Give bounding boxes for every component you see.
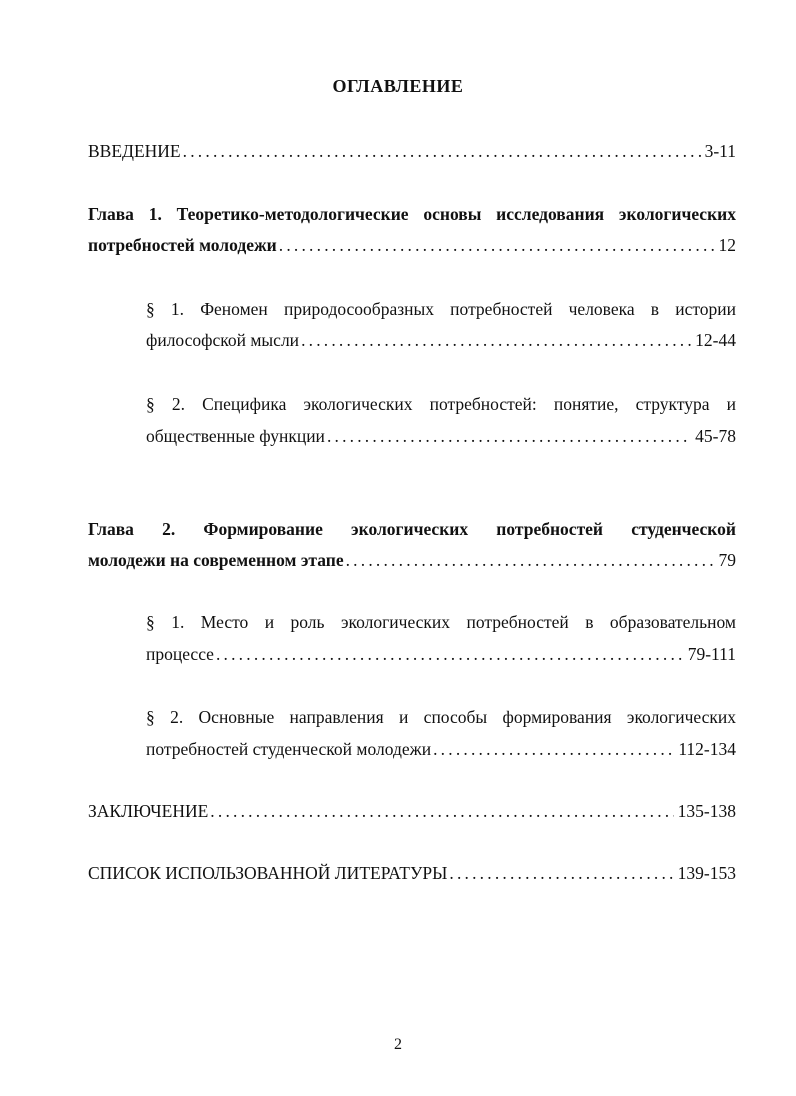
toc-entry-label: потребностей молодежи	[88, 235, 277, 255]
toc-entry-introduction[interactable]	[88, 135, 736, 167]
toc-entry-pages: 3-11	[704, 141, 736, 161]
toc-entry-pages: 12-44	[695, 330, 736, 350]
toc-entry-references[interactable]	[88, 857, 736, 889]
toc-entry-pages: 135-138	[677, 801, 736, 821]
toc-entry-label: общественные функции	[146, 426, 325, 446]
dot-leader	[279, 229, 715, 261]
toc-chapter-2-line-2[interactable]	[88, 544, 736, 576]
dot-leader	[346, 544, 715, 576]
page-number: 2	[394, 1036, 402, 1053]
dot-leader	[449, 857, 673, 889]
dot-leader	[216, 638, 684, 670]
toc-section-2-2-line-2[interactable]	[146, 733, 736, 765]
toc-section-1-2-line-2[interactable]	[146, 420, 736, 452]
toc-entry-pages: 45-78	[695, 426, 736, 446]
toc-entry-pages: 139-153	[677, 863, 736, 883]
toc-section-2-1-line-1[interactable]: § 1. Место и роль экологических потребностей в образовательном	[146, 612, 736, 632]
toc-entry-label: потребностей студенческой молодежи	[146, 739, 432, 759]
toc-entry-pages: 112-134	[678, 739, 736, 759]
toc-section-1-1-line-2[interactable]	[146, 324, 736, 356]
toc-entry-conclusion[interactable]	[88, 795, 736, 827]
toc-title: ОГЛАВЛЕНИЕ	[332, 76, 464, 96]
toc-section-1-2-line-1[interactable]: § 2. Специфика экологических потребностей: понятие, структура и	[146, 394, 736, 414]
toc-entry-pages: 12	[718, 235, 736, 255]
toc-section-2-2-line-1[interactable]: § 2. Основные направления и способы формирования экологических	[146, 707, 736, 727]
toc-entry-label: ЗАКЛЮЧЕНИЕ	[88, 801, 209, 821]
toc-entry-label: ВВЕДЕНИЕ	[88, 141, 181, 161]
toc-entry-label: процессе	[146, 644, 214, 664]
toc-chapter-2-line-1[interactable]: Глава 2. Формирование экологических потребностей студенческой	[88, 519, 736, 539]
toc-section-2-1-line-2[interactable]	[146, 638, 736, 670]
dot-leader	[327, 420, 691, 452]
dot-leader	[433, 733, 674, 765]
toc-entry-label: философской мысли	[146, 330, 300, 350]
toc-entry-label: молодежи на современном этапе	[88, 550, 344, 570]
toc-section-1-1-line-1[interactable]: § 1. Феномен природосообразных потребностей человека в истории	[146, 299, 736, 319]
toc-entry-pages: 79	[718, 550, 736, 570]
toc-entry-label: СПИСОК ИСПОЛЬЗОВАННОЙ ЛИТЕРАТУРЫ	[88, 863, 448, 883]
dot-leader	[210, 795, 673, 827]
dot-leader	[183, 135, 701, 167]
toc-entry-pages: 79-111	[687, 644, 736, 664]
toc-chapter-1-line-2[interactable]	[88, 229, 736, 261]
dot-leader	[301, 324, 691, 356]
toc-chapter-1-line-1[interactable]: Глава 1. Теоретико-методологические основы исследования экологических	[88, 204, 736, 224]
